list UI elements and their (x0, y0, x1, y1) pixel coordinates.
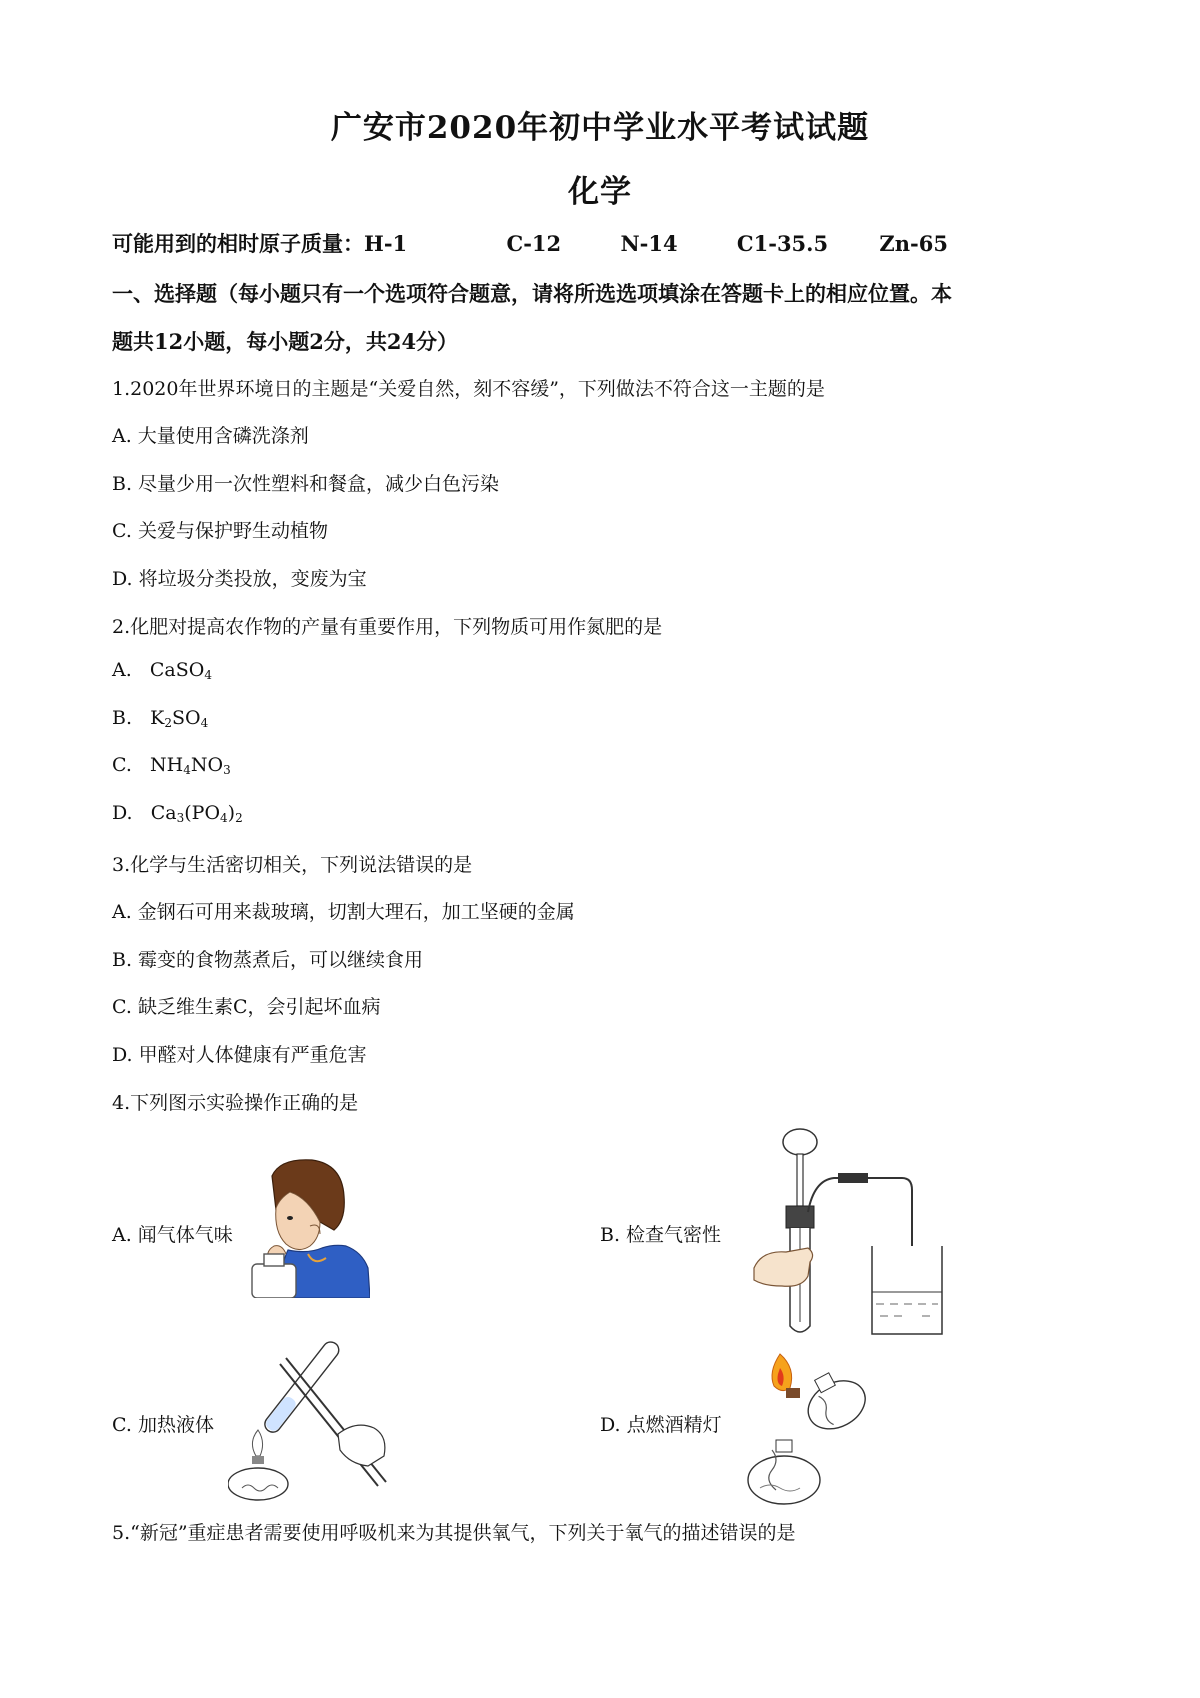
airtightness-figure (752, 1128, 947, 1340)
mass-zn: Zn-65 (879, 231, 948, 256)
q1-option-d: D. 将垃圾分类投放，变废为宝 (112, 568, 367, 590)
atomic-mass-line (112, 228, 948, 258)
atomic-mass-label: 可能用到的相时原子质量：H-1 (112, 231, 408, 256)
q1-stem: 1.2020年世界环境日的主题是“关爱自然，刻不容缓”，下列做法不符合这一主题的是 (112, 378, 825, 400)
q2-option-d: D. $Ca_3(PO_4)_2$ (112, 802, 243, 825)
q4-option-d: D. 点燃酒精灯 (600, 1414, 722, 1436)
q4-option-a: A. 闻气体气味 (112, 1224, 233, 1246)
q5-stem: 5.“新冠”重症患者需要使用呼吸机来为其提供氧气，下列关于氧气的描述错误的是 (112, 1522, 796, 1544)
q1-option-b: B. 尽量少用一次性塑料和餐盒，减少白色污染 (112, 473, 500, 495)
q4-stem: 4.下列图示实验操作正确的是 (112, 1092, 359, 1114)
q2-stem: 2.化肥对提高农作物的产量有重要作用，下列物质可用作氮肥的是 (112, 616, 663, 638)
section-heading-line2: 题共12小题，每小题2分，共24分） (112, 329, 459, 354)
heat-liquid-figure (228, 1338, 398, 1503)
smell-gas-figure (250, 1158, 370, 1298)
q1-option-c: C. 关爱与保护野生动植物 (112, 520, 328, 542)
q3-option-c: C. 缺乏维生素C，会引起坏血病 (112, 996, 381, 1018)
mass-c: C-12 (506, 231, 562, 256)
q3-option-a: A. 金钢石可用来裁玻璃，切割大理石，加工坚硬的金属 (112, 901, 575, 923)
light-lamp-figure (746, 1350, 876, 1512)
q2-option-a: A. CaSO$_4$ (112, 659, 212, 682)
q3-option-b: B. 霉变的食物蒸煮后，可以继续食用 (112, 949, 424, 971)
q3-option-d: D. 甲醛对人体健康有严重危害 (112, 1044, 367, 1066)
page-title: 广安市2020年初中学业水平考试试题 (330, 110, 870, 146)
q1-option-a: A. 大量使用含磷洗涤剂 (112, 425, 309, 447)
section-heading-line1: 一、选择题（每小题只有一个选项符合题意，请将所选选项填涂在答题卡上的相应位置。本 (112, 281, 952, 306)
q2-option-b: B. $K_2SO_4$ (112, 707, 209, 730)
q3-stem: 3.化学与生活密切相关，下列说法错误的是 (112, 854, 473, 876)
mass-cl: C1-35.5 (736, 231, 829, 256)
mass-n: N-14 (620, 231, 678, 256)
q2-option-c: C. $NH_4NO_3$ (112, 754, 231, 777)
subject-title: 化学 (568, 174, 632, 210)
q4-option-b: B. 检查气密性 (600, 1224, 722, 1246)
q4-option-c: C. 加热液体 (112, 1414, 214, 1436)
